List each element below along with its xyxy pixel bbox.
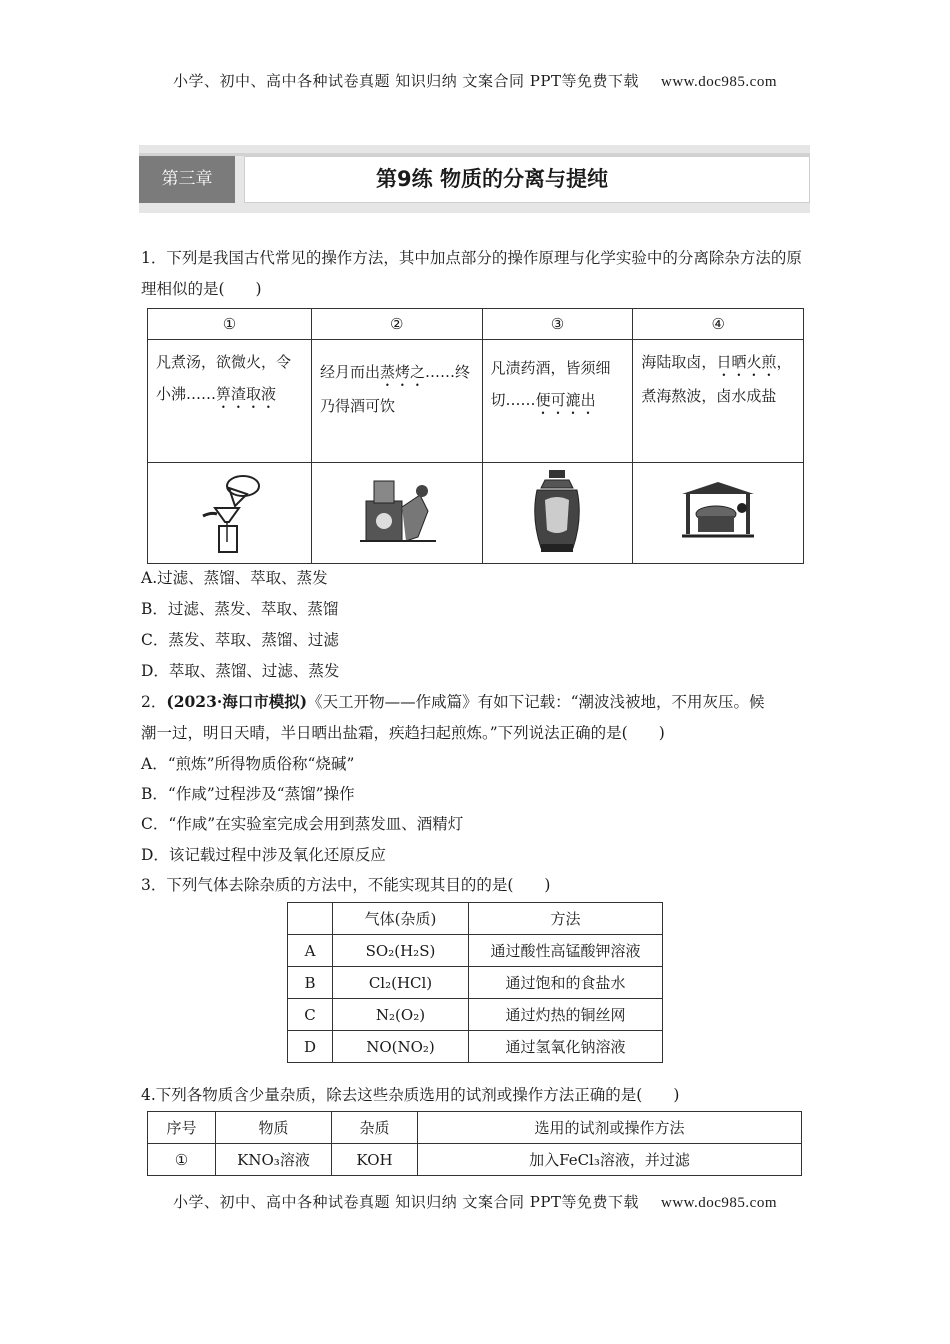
footer-text: 小学、初中、高中各种试卷真题 知识归纳 文案合同 PPT等免费下载 xyxy=(172,1193,639,1211)
q4-table xyxy=(147,1111,802,1176)
cell-text: 经月而出 xyxy=(320,363,381,381)
q1-cell xyxy=(312,340,483,463)
q3-gas: SO₂(H₂S) xyxy=(333,935,469,967)
q1-option-b: B．过滤、蒸发、萃取、蒸馏 xyxy=(141,600,339,618)
wine-jar-icon xyxy=(527,468,587,554)
table-row xyxy=(288,999,663,1031)
q2-source: (2023·海口市模拟) xyxy=(166,692,308,711)
q4-header-cell: 杂质 xyxy=(332,1112,418,1144)
salt-boiling-scene-icon xyxy=(678,478,758,544)
q2-stem-line2: 潮一过，明日天晴，半日晒出盐霜，疾趋扫起煎炼。”下列说法正确的是( ) xyxy=(141,724,665,742)
q3-gas: N₂(O₂) xyxy=(333,999,469,1031)
q3-header-cell xyxy=(288,903,333,935)
q1-header-cell: ④ xyxy=(633,309,804,340)
q3-row-id: A xyxy=(288,935,333,967)
q4-impurity: KOH xyxy=(332,1144,418,1176)
q4-substance: KNO₃溶液 xyxy=(216,1144,332,1176)
q1-header-cell: ① xyxy=(148,309,312,340)
q4-header-cell: 选用的试剂或操作方法 xyxy=(418,1112,802,1144)
q2-number: 2． xyxy=(141,693,167,711)
table-row xyxy=(288,935,663,967)
distillation-drawing-icon xyxy=(352,471,442,551)
dotted-text: 箅渣取液 xyxy=(216,385,277,403)
q2-option-b: B．“作咸”过程涉及“蒸馏”操作 xyxy=(141,785,355,803)
q1-image-row xyxy=(148,463,804,564)
cell-text: 凡渍药酒，皆须细切…… xyxy=(490,359,611,409)
q1-option-c: C．蒸发、萃取、蒸馏、过滤 xyxy=(141,631,339,649)
q4-header-cell: 物质 xyxy=(216,1112,332,1144)
q3-row-id: C xyxy=(288,999,333,1031)
chapter-banner xyxy=(139,145,810,213)
q1-cell xyxy=(148,340,312,463)
table-row xyxy=(148,1144,802,1176)
q1-option-a: A.过滤、蒸馏、萃取、蒸发 xyxy=(141,569,328,587)
q1-option-d: D．萃取、蒸馏、过滤、蒸发 xyxy=(141,662,340,680)
q1-header-row xyxy=(148,309,804,340)
dotted-text: 便可漉出 xyxy=(535,391,596,409)
q1-cell xyxy=(633,340,804,463)
q3-table xyxy=(287,902,663,1063)
page-title: 第9练 物质的分离与提纯 xyxy=(376,167,608,191)
cell-text: 凡煮汤，欲微火，令小沸…… xyxy=(156,353,292,403)
q3-method: 通过饱和的食盐水 xyxy=(469,967,663,999)
q3-method: 通过氢氧化钠溶液 xyxy=(469,1031,663,1063)
q4-method: 加入FeCl₃溶液，并过滤 xyxy=(418,1144,802,1176)
q1-cell xyxy=(482,340,633,463)
q3-method: 通过灼热的铜丝网 xyxy=(469,999,663,1031)
cell-text: ，煮海熬波，卤水成盐 xyxy=(641,353,792,405)
q1-text-row xyxy=(148,340,804,463)
title-box xyxy=(244,156,810,203)
q1-image-cell xyxy=(148,463,312,564)
chapter-label: 第三章 xyxy=(139,156,235,203)
header-site: www.doc985.com xyxy=(660,74,777,90)
q3-header-row xyxy=(288,903,663,935)
q3-stem: 3．下列气体去除杂质的方法中，不能实现其目的的是( ) xyxy=(141,876,551,894)
q2-option-c: C．“作咸”在实验室完成会用到蒸发皿、酒精灯 xyxy=(141,815,464,833)
q1-header-cell: ② xyxy=(312,309,483,340)
q2-stem-text: 《天工开物——作咸篇》有如下记载：“潮波浅被地，不用灰压。候 xyxy=(307,693,765,711)
page-header xyxy=(0,70,950,91)
q2-option-a: A．“煎炼”所得物质俗称“烧碱” xyxy=(141,755,355,773)
q4-header-cell: 序号 xyxy=(148,1112,216,1144)
dotted-text: 日晒火煎 xyxy=(716,353,777,371)
q2-stem-line1 xyxy=(141,690,811,712)
q1-header-cell: ③ xyxy=(482,309,633,340)
q3-header-cell: 气体(杂质) xyxy=(333,903,469,935)
q4-stem: 4.下列各物质含少量杂质，除去这些杂质选用的试剂或操作方法正确的是( ) xyxy=(141,1086,680,1104)
q4-header-row xyxy=(148,1112,802,1144)
q3-method: 通过酸性高锰酸钾溶液 xyxy=(469,935,663,967)
q3-gas: Cl₂(HCl) xyxy=(333,967,469,999)
q1-image-cell xyxy=(482,463,633,564)
q1-table xyxy=(147,308,804,564)
q3-row-id: B xyxy=(288,967,333,999)
q4-row-num: ① xyxy=(148,1144,216,1176)
q3-row-id: D xyxy=(288,1031,333,1063)
table-row xyxy=(288,967,663,999)
q3-gas: NO(NO₂) xyxy=(333,1031,469,1063)
page-footer xyxy=(0,1191,950,1212)
q1-image-cell xyxy=(312,463,483,564)
q1-image-cell xyxy=(633,463,804,564)
cell-text: 海陆取卤， xyxy=(641,353,717,371)
footer-site: www.doc985.com xyxy=(660,1195,777,1211)
cell-text: ……终乃得酒可饮 xyxy=(320,363,471,415)
header-text: 小学、初中、高中各种试卷真题 知识归纳 文案合同 PPT等免费下载 xyxy=(172,72,639,90)
filter-apparatus-icon xyxy=(185,466,275,556)
q2-option-d: D．该记载过程中涉及氧化还原反应 xyxy=(141,846,386,864)
table-row xyxy=(288,1031,663,1063)
q1-stem: 1．下列是我国古代常见的操作方法，其中加点部分的操作原理与化学实验中的分离除杂方法的原理相似的是( ) xyxy=(141,249,802,298)
q3-header-cell: 方法 xyxy=(469,903,663,935)
dotted-text: 蒸烤之 xyxy=(380,363,426,381)
